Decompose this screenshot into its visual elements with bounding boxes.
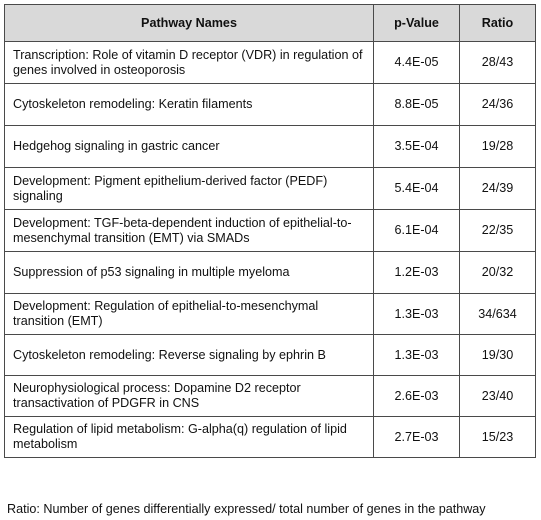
pathway-name-cell: Development: Pigment epithelium-derived factor (PEDF) signaling bbox=[5, 168, 374, 210]
p-value-cell: 5.4E-04 bbox=[374, 168, 460, 210]
table-row bbox=[5, 42, 536, 84]
table-row bbox=[5, 417, 536, 458]
ratio-cell: 23/40 bbox=[460, 376, 536, 417]
ratio-cell: 24/36 bbox=[460, 84, 536, 126]
table-row bbox=[5, 84, 536, 126]
p-value-cell: 1.3E-03 bbox=[374, 335, 460, 376]
ratio-cell: 19/28 bbox=[460, 126, 536, 168]
ratio-cell: 24/39 bbox=[460, 168, 536, 210]
p-value-cell: 6.1E-04 bbox=[374, 210, 460, 252]
pathway-table bbox=[4, 4, 536, 458]
pathway-name-cell: Cytoskeleton remodeling: Reverse signaling by ephrin B bbox=[5, 335, 374, 376]
table-row bbox=[5, 376, 536, 417]
pathway-name-cell: Development: Regulation of epithelial-to-mesenchymal transition (EMT) bbox=[5, 294, 374, 335]
ratio-cell: 15/23 bbox=[460, 417, 536, 458]
ratio-cell: 22/35 bbox=[460, 210, 536, 252]
pathway-table-container bbox=[4, 4, 535, 458]
pathway-name-cell: Development: TGF-beta-dependent induction of epithelial-to-mesenchymal transition (EMT) via SMADs bbox=[5, 210, 374, 252]
table-row bbox=[5, 294, 536, 335]
p-value-cell: 4.4E-05 bbox=[374, 42, 460, 84]
table-row bbox=[5, 252, 536, 294]
pathway-name-cell: Transcription: Role of vitamin D receptor (VDR) in regulation of genes involved in osteoporosis bbox=[5, 42, 374, 84]
p-value-cell: 2.6E-03 bbox=[374, 376, 460, 417]
header-pathway-names: Pathway Names bbox=[5, 5, 374, 42]
ratio-cell: 20/32 bbox=[460, 252, 536, 294]
table-row bbox=[5, 126, 536, 168]
table-row bbox=[5, 210, 536, 252]
p-value-cell: 1.2E-03 bbox=[374, 252, 460, 294]
pathway-name-cell: Suppression of p53 signaling in multiple myeloma bbox=[5, 252, 374, 294]
pathway-name-cell: Cytoskeleton remodeling: Keratin filaments bbox=[5, 84, 374, 126]
p-value-cell: 2.7E-03 bbox=[374, 417, 460, 458]
pathway-name-cell: Regulation of lipid metabolism: G-alpha(q) regulation of lipid metabolism bbox=[5, 417, 374, 458]
p-value-cell: 8.8E-05 bbox=[374, 84, 460, 126]
header-p-value: p-Value bbox=[374, 5, 460, 42]
table-footnote: Ratio: Number of genes differentially expressed/ total number of genes in the pathway bbox=[7, 502, 486, 516]
ratio-cell: 19/30 bbox=[460, 335, 536, 376]
table-row bbox=[5, 335, 536, 376]
header-ratio: Ratio bbox=[460, 5, 536, 42]
ratio-cell: 28/43 bbox=[460, 42, 536, 84]
pathway-name-cell: Hedgehog signaling in gastric cancer bbox=[5, 126, 374, 168]
p-value-cell: 3.5E-04 bbox=[374, 126, 460, 168]
p-value-cell: 1.3E-03 bbox=[374, 294, 460, 335]
table-row bbox=[5, 168, 536, 210]
pathway-name-cell: Neurophysiological process: Dopamine D2 receptor transactivation of PDGFR in CNS bbox=[5, 376, 374, 417]
ratio-cell: 34/634 bbox=[460, 294, 536, 335]
table-header-row bbox=[5, 5, 536, 42]
